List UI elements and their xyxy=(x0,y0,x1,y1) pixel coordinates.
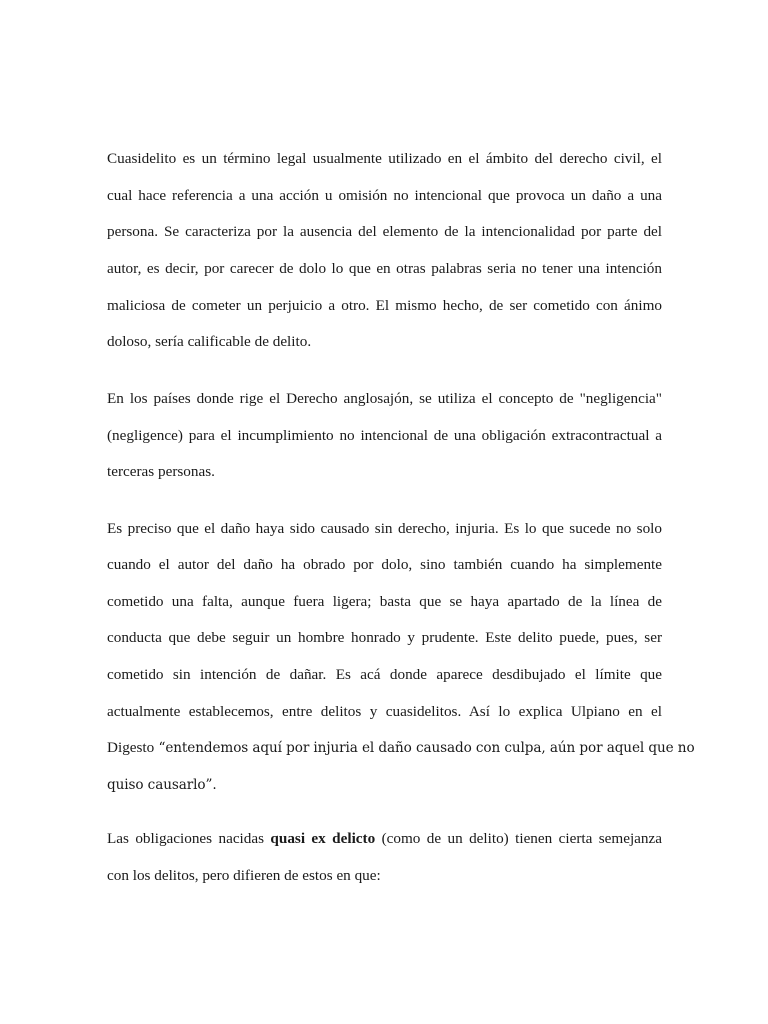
paragraph-3-line-3: cometido una falta, aunque fuera ligera; basta que se haya apartado de la línea de xyxy=(107,593,662,610)
quote-text: “entendemos aquí por injuria el daño causado con culpa, aún por aquel que no xyxy=(154,740,695,756)
paragraph-3-line-2: cuando el autor del daño ha obrado por dolo, sino también cuando ha simplemente xyxy=(107,556,662,573)
paragraph-4-line-1 xyxy=(107,829,662,849)
line-text-after: (como de un delito) tienen cierta semejanza xyxy=(375,830,662,847)
paragraph-2-line-1: En los países donde rige el Derecho anglosajón, se utiliza el concepto de "negligencia" xyxy=(107,390,662,407)
paragraph-3-line-1: Es preciso que el daño haya sido causado sin derecho, injuria. Es lo que sucede no solo xyxy=(107,520,662,537)
paragraph-3-line-6: actualmente establecemos, entre delitos y cuasidelitos. Así lo explica Ulpiano en el xyxy=(107,703,662,720)
paragraph-1-line-6: doloso, sería calificable de delito. xyxy=(107,333,312,350)
latin-term-bold: quasi ex delicto xyxy=(270,830,376,847)
paragraph-4-line-2: con los delitos, pero difieren de estos en que: xyxy=(107,867,381,884)
paragraph-1-line-4: autor, es decir, por carecer de dolo lo que en otras palabras seria no tener una intención xyxy=(107,260,662,277)
paragraph-3-line-5: cometido sin intención de dañar. Es acá donde aparece desdibujado el límite que xyxy=(107,666,662,683)
paragraph-3-quote-line-1 xyxy=(107,738,695,758)
line-text-before: Las obligaciones nacidas xyxy=(107,830,271,847)
paragraph-3-line-4: conducta que debe seguir un hombre honrado y prudente. Este delito puede, pues, ser xyxy=(107,629,662,646)
paragraph-1-line-2: cual hace referencia a una acción u omisión no intencional que provoca un daño a una xyxy=(107,187,662,204)
paragraph-2-line-2: (negligence) para el incumplimiento no intencional de una obligación extracontractual a xyxy=(107,427,662,444)
paragraph-1-line-1: Cuasidelito es un término legal usualmente utilizado en el ámbito del derecho civil, el xyxy=(107,150,662,167)
paragraph-1-line-5: maliciosa de cometer un perjuicio a otro. El mismo hecho, de ser cometido con ánimo xyxy=(107,297,662,314)
paragraph-3-quote-line-2: quiso causarlo”. xyxy=(107,777,217,793)
paragraph-2-line-3: terceras personas. xyxy=(107,463,215,480)
paragraph-1-line-3: persona. Se caracteriza por la ausencia del elemento de la intencionalidad por parte del xyxy=(107,223,662,240)
quote-prefix: Digesto xyxy=(107,739,155,756)
